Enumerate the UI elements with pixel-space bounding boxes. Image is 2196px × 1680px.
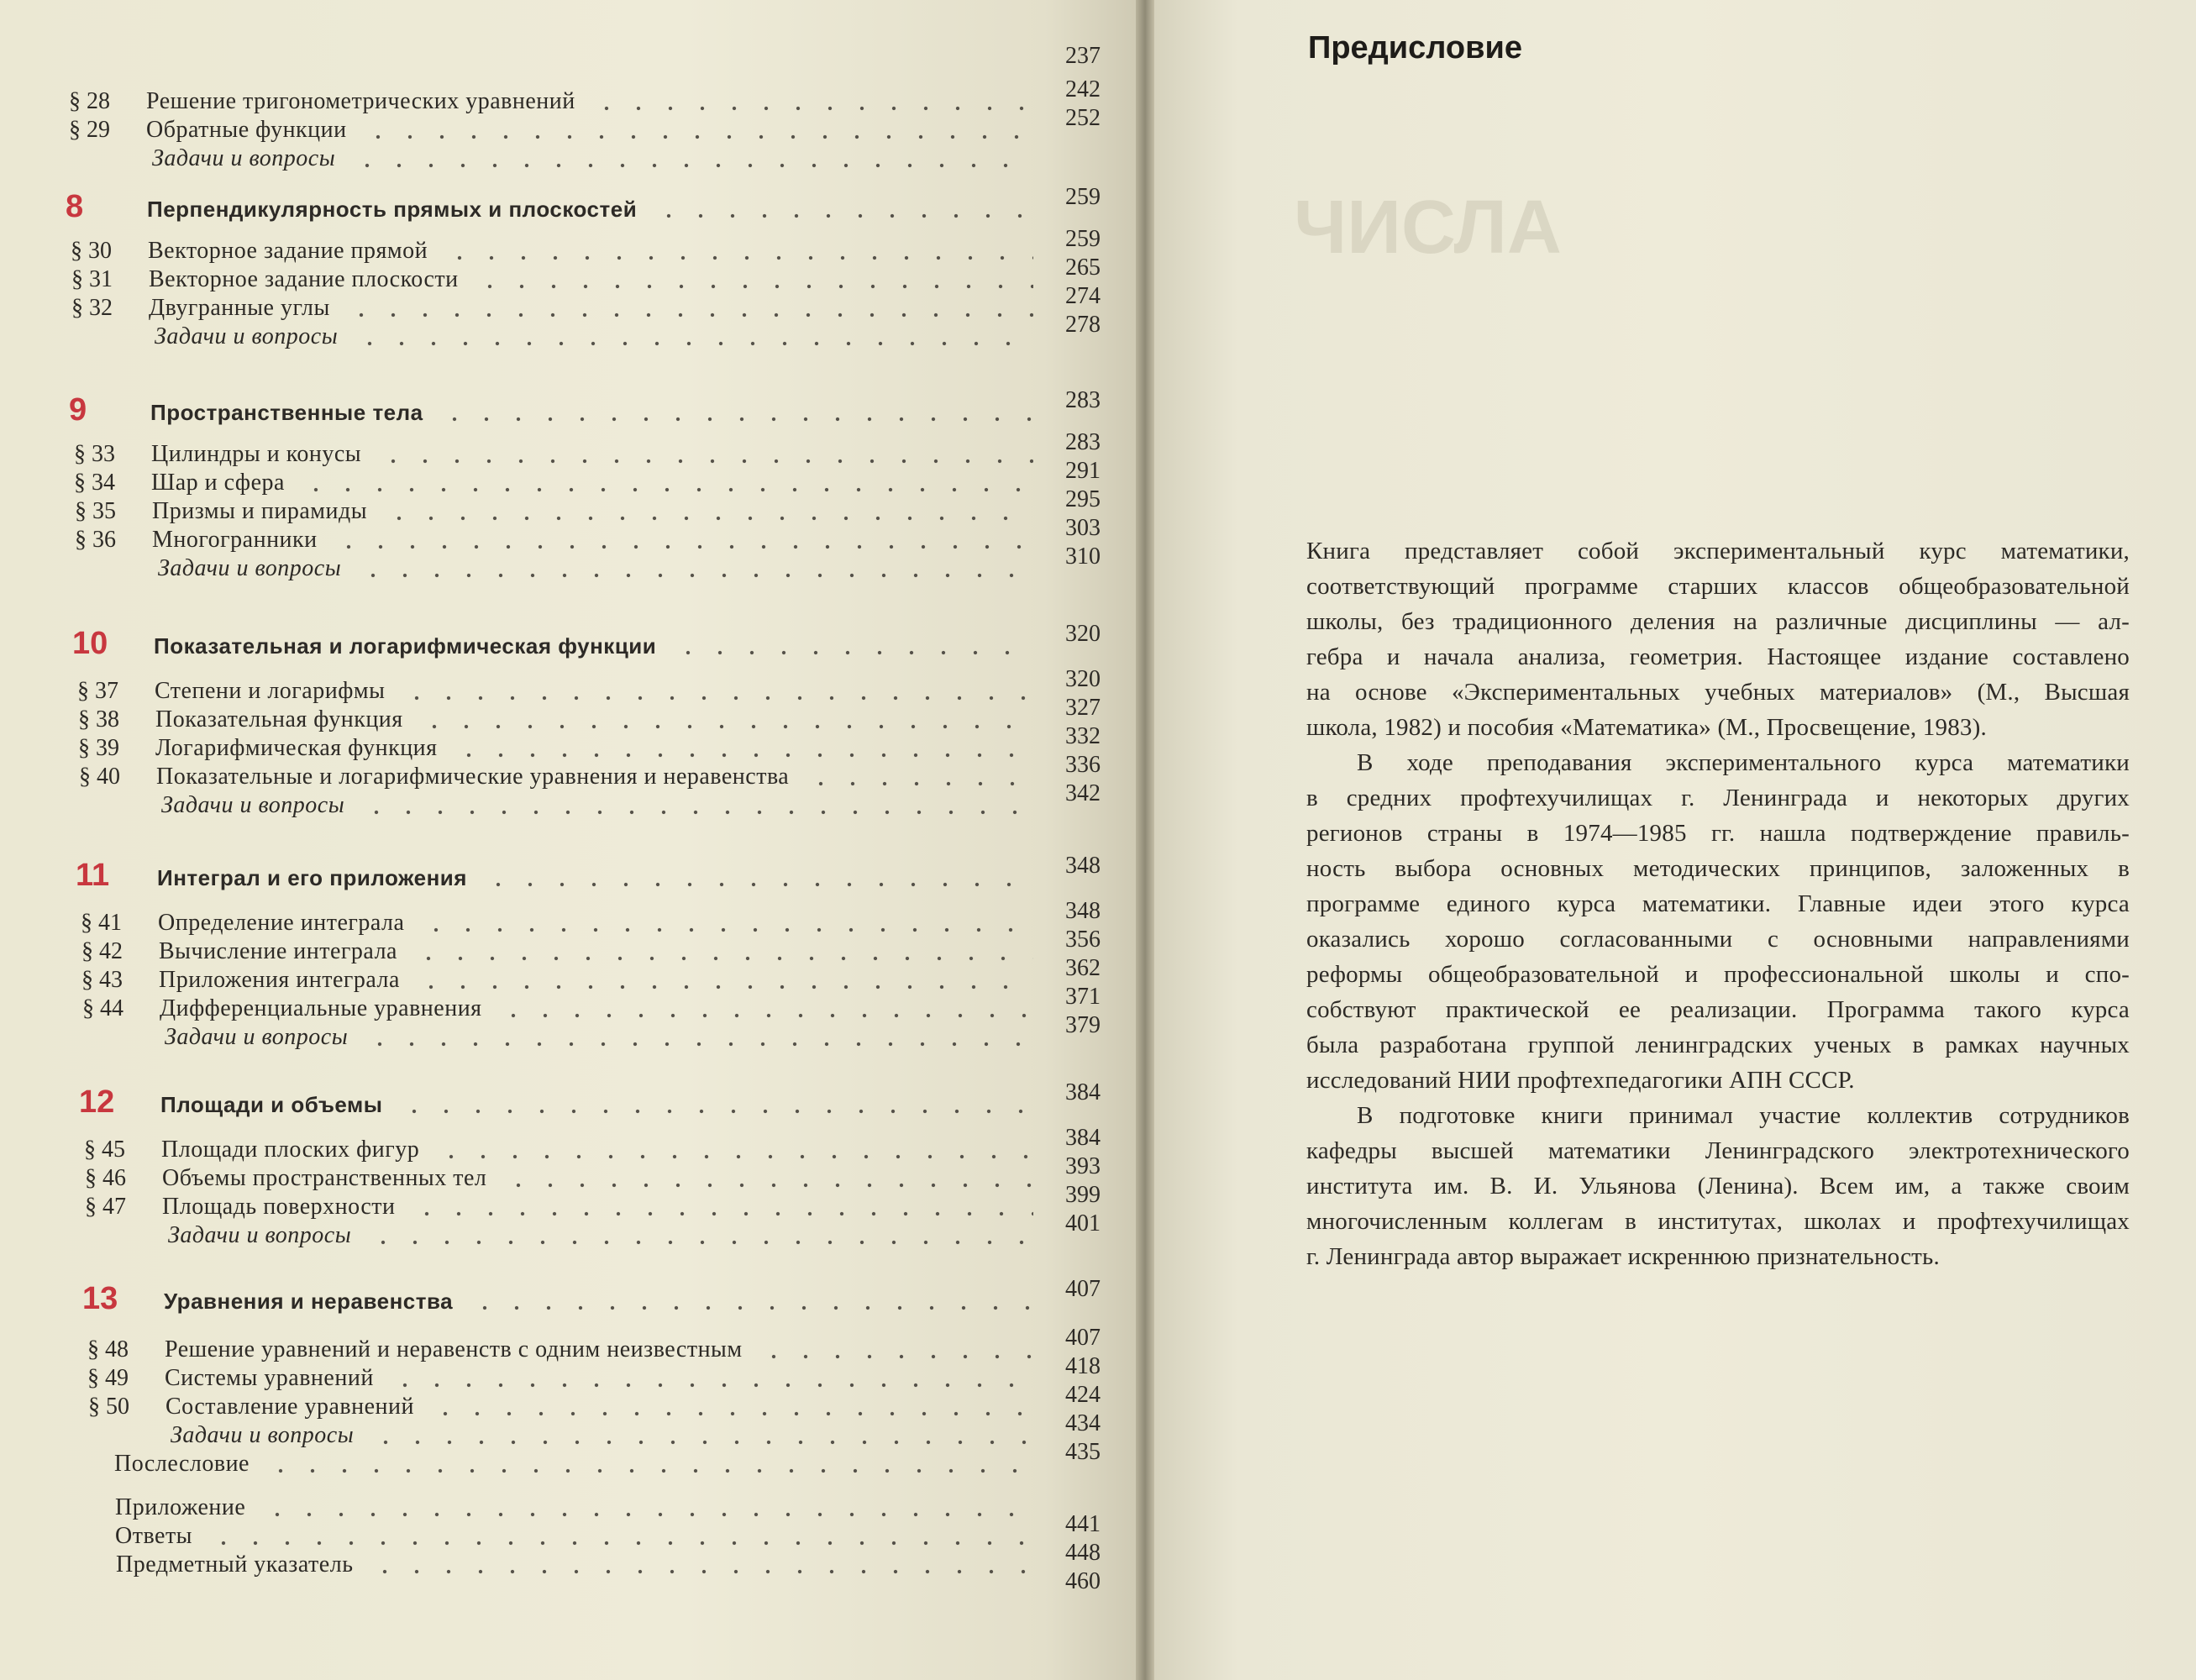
chapter-number: 8 bbox=[66, 189, 84, 224]
toc-row bbox=[0, 1125, 1136, 1164]
toc-entry-title: Составление уравнений bbox=[165, 1394, 414, 1420]
page-number: 283 bbox=[1065, 387, 1101, 413]
preface-line: была разработана группой ленинградских ученых в рамках научных bbox=[1306, 1032, 2130, 1058]
chapter-number: 12 bbox=[79, 1084, 115, 1120]
toc-row bbox=[0, 76, 1136, 116]
toc-tasks-row bbox=[0, 144, 1136, 173]
toc-tasks-row bbox=[0, 780, 1136, 820]
page-number: 424 bbox=[1065, 1382, 1101, 1408]
toc-entry-title: Задачи и вопросы bbox=[171, 1422, 355, 1448]
page-number: 435 bbox=[1065, 1439, 1101, 1465]
toc-chapter-row bbox=[0, 621, 1136, 661]
toc-chapter-row bbox=[0, 1276, 1136, 1316]
chapter-title: Показательная и логарифмическая функции bbox=[154, 633, 657, 659]
page-number: 242 bbox=[1065, 76, 1101, 102]
leader-dots bbox=[482, 864, 1033, 892]
page-number: 342 bbox=[1065, 780, 1101, 806]
section-number: § 46 bbox=[85, 1165, 126, 1191]
section-number: § 36 bbox=[75, 527, 116, 553]
toc-entry-title: Предметный указатель bbox=[116, 1551, 354, 1578]
page-number: 384 bbox=[1065, 1079, 1101, 1105]
page-number: 448 bbox=[1065, 1540, 1101, 1566]
page-number: 278 bbox=[1065, 312, 1101, 338]
toc-row bbox=[0, 1382, 1136, 1421]
section-number: § 33 bbox=[74, 441, 115, 467]
toc-entry-title: Приложения интеграла bbox=[159, 967, 400, 993]
toc-row bbox=[0, 1511, 1136, 1551]
section-number: § 37 bbox=[77, 678, 118, 704]
leader-dots bbox=[369, 1551, 1033, 1579]
leader-dots bbox=[439, 398, 1033, 427]
toc-row bbox=[0, 898, 1136, 937]
page-number: 283 bbox=[1065, 429, 1101, 455]
page-number: 460 bbox=[1065, 1568, 1101, 1594]
page-number: 336 bbox=[1065, 752, 1101, 778]
section-number: § 50 bbox=[88, 1394, 129, 1420]
section-number: § 35 bbox=[75, 498, 116, 524]
toc-row bbox=[0, 429, 1136, 469]
toc-entry-title: Вычисление интеграла bbox=[159, 938, 397, 964]
toc-row bbox=[0, 984, 1136, 1023]
toc-entry-title: Степени и логарифмы bbox=[155, 678, 386, 704]
leader-dots bbox=[333, 526, 1033, 554]
leader-dots bbox=[377, 440, 1033, 469]
toc-entry-title: Площадь поверхности bbox=[162, 1194, 396, 1220]
preface-line: г. Ленинграда автор выражает искреннюю признательность. bbox=[1306, 1243, 1940, 1270]
toc-row bbox=[0, 752, 1136, 791]
chapter-title: Перпендикулярность прямых и плоскостей bbox=[147, 197, 638, 222]
leader-dots bbox=[370, 1421, 1033, 1450]
section-number: § 42 bbox=[81, 938, 123, 964]
toc-row bbox=[0, 515, 1136, 554]
section-number: § 44 bbox=[82, 995, 123, 1021]
toc-entry-title: Ответы bbox=[115, 1523, 192, 1549]
toc-chapter-row bbox=[0, 184, 1136, 224]
leader-dots bbox=[418, 706, 1033, 734]
preface-line: Книга представляет собой экспериментальный курс математики, bbox=[1306, 538, 2130, 564]
toc-entry-title: Векторное задание плоскости bbox=[149, 266, 459, 292]
preface-line: В ходе преподавания экспериментального курса математики bbox=[1357, 749, 2130, 776]
toc-row bbox=[0, 486, 1136, 526]
leader-dots bbox=[411, 1193, 1033, 1221]
page-number: 259 bbox=[1065, 226, 1101, 252]
section-number: § 29 bbox=[69, 117, 110, 143]
leader-dots bbox=[497, 995, 1033, 1023]
page-number: 393 bbox=[1065, 1153, 1101, 1179]
toc-row bbox=[0, 43, 1136, 82]
page-number: 407 bbox=[1065, 1276, 1101, 1302]
page-number: 401 bbox=[1065, 1210, 1101, 1236]
page-number: 303 bbox=[1065, 515, 1101, 541]
toc-row bbox=[0, 1353, 1136, 1393]
preface-line: собствуют практической ее реализации. Программа такого курса bbox=[1306, 996, 2130, 1023]
page-number: 434 bbox=[1065, 1410, 1101, 1436]
preface-line: исследований НИИ профтехпедагогики АПН СССР. bbox=[1306, 1067, 1855, 1094]
page-number: 295 bbox=[1065, 486, 1101, 512]
show-through-text: ЧИСЛА bbox=[1294, 186, 1562, 270]
toc-chapter-row bbox=[0, 387, 1136, 428]
leader-dots bbox=[672, 632, 1033, 660]
chapter-number: 9 bbox=[69, 392, 87, 428]
toc-entry-title: Логарифмическая функция bbox=[155, 735, 438, 761]
chapter-number: 13 bbox=[82, 1281, 118, 1316]
toc-row bbox=[0, 723, 1136, 763]
toc-row bbox=[0, 1182, 1136, 1221]
leader-dots bbox=[502, 1164, 1033, 1193]
preface-body bbox=[1306, 533, 2130, 1274]
section-number: § 30 bbox=[71, 238, 112, 264]
section-number: § 32 bbox=[71, 295, 113, 321]
leader-dots bbox=[367, 1221, 1033, 1250]
preface-line: В подготовке книги принимал участие коллектив сотрудников bbox=[1357, 1102, 2130, 1129]
page-number: 371 bbox=[1065, 984, 1101, 1010]
section-number: § 49 bbox=[87, 1365, 129, 1391]
toc-row bbox=[0, 255, 1136, 294]
leader-dots bbox=[591, 87, 1033, 116]
page-number: 407 bbox=[1065, 1325, 1101, 1351]
toc-tasks-row bbox=[0, 1210, 1136, 1250]
toc-chapter-row bbox=[0, 1079, 1136, 1120]
leader-dots bbox=[265, 1450, 1033, 1478]
page-number: 291 bbox=[1065, 458, 1101, 484]
preface-line: в средних профтехучилищах г. Ленинграда и некоторых других bbox=[1306, 785, 2130, 811]
preface-line: института им. В. И. Ульянова (Ленина). Всем им, а также своим bbox=[1306, 1173, 2130, 1200]
leader-dots bbox=[362, 116, 1033, 144]
leader-dots bbox=[653, 195, 1033, 223]
page-number: 332 bbox=[1065, 723, 1101, 749]
page-number: 384 bbox=[1065, 1125, 1101, 1151]
page-number: 320 bbox=[1065, 621, 1101, 647]
section-number: § 38 bbox=[78, 706, 119, 732]
toc-entry-title: Векторное задание прямой bbox=[148, 238, 428, 264]
toc-chapter-row bbox=[0, 853, 1136, 893]
toc-tasks-row bbox=[0, 312, 1136, 351]
toc-row bbox=[0, 955, 1136, 995]
leader-dots bbox=[351, 144, 1033, 173]
page-number: 265 bbox=[1065, 255, 1101, 281]
page-number: 274 bbox=[1065, 283, 1101, 309]
toc-entry-title: Приложение bbox=[115, 1494, 246, 1520]
toc-row bbox=[0, 226, 1136, 265]
chapter-title: Интеграл и его приложения bbox=[157, 865, 467, 890]
preface-line: на основе «Экспериментальных учебных материалов» (М., Высшая bbox=[1306, 679, 2130, 706]
page-number: 399 bbox=[1065, 1182, 1101, 1208]
section-number: § 43 bbox=[81, 967, 123, 993]
preface-title: Предисловие bbox=[1308, 30, 1522, 66]
leader-dots bbox=[758, 1336, 1033, 1364]
chapter-title: Площади и объемы bbox=[160, 1092, 383, 1117]
toc-entry-title: Задачи и вопросы bbox=[155, 323, 339, 349]
toc-entry-title: Системы уравнений bbox=[165, 1365, 374, 1391]
leader-dots bbox=[444, 237, 1033, 265]
toc-row bbox=[0, 283, 1136, 323]
page-number: 348 bbox=[1065, 853, 1101, 879]
leader-dots bbox=[412, 937, 1033, 966]
chapter-number: 11 bbox=[76, 858, 110, 893]
toc-row bbox=[0, 458, 1136, 497]
page-number: 320 bbox=[1065, 666, 1101, 692]
preface-line: школа, 1982) и пособия «Математика» (М., Просвещение, 1983). bbox=[1306, 714, 1987, 741]
toc-entry-title: Определение интеграла bbox=[158, 910, 405, 936]
section-number: § 31 bbox=[71, 266, 113, 292]
toc-row bbox=[0, 105, 1136, 144]
preface-line: школы, без традиционного деления на различные дисциплины — ал- bbox=[1306, 608, 2130, 635]
chapter-title: Уравнения и неравенства bbox=[164, 1289, 454, 1314]
leader-dots bbox=[360, 791, 1033, 820]
leader-dots bbox=[420, 909, 1033, 937]
leader-dots bbox=[208, 1522, 1033, 1551]
leader-dots bbox=[364, 1023, 1033, 1052]
toc-entry-title: Показательная функция bbox=[155, 706, 403, 732]
page-number: 379 bbox=[1065, 1012, 1101, 1038]
toc-tasks-row bbox=[0, 1012, 1136, 1052]
page-number: 418 bbox=[1065, 1353, 1101, 1379]
section-number: § 39 bbox=[78, 735, 119, 761]
preface-line: оказались хорошо согласованными с основными направлениями bbox=[1306, 926, 2130, 953]
section-number: § 47 bbox=[85, 1194, 126, 1220]
leader-dots bbox=[453, 734, 1033, 763]
toc-tasks-row bbox=[0, 1410, 1136, 1450]
leader-dots bbox=[401, 677, 1033, 706]
toc-entry-title: Объемы пространственных тел bbox=[162, 1165, 487, 1191]
section-number: § 48 bbox=[87, 1336, 129, 1362]
leader-dots bbox=[354, 323, 1033, 351]
leader-dots bbox=[429, 1393, 1033, 1421]
leader-dots bbox=[383, 497, 1033, 526]
section-number: § 45 bbox=[84, 1137, 125, 1163]
page-number: 310 bbox=[1065, 543, 1101, 570]
chapter-title: Пространственные тела bbox=[150, 400, 423, 425]
toc-row bbox=[0, 1439, 1136, 1478]
preface-line: ность выбора основных методических принципов, заложенных в bbox=[1306, 855, 2130, 882]
toc-row bbox=[0, 1325, 1136, 1364]
toc-entry-title: Задачи и вопросы bbox=[158, 555, 342, 581]
section-number: § 34 bbox=[74, 470, 115, 496]
section-number: § 40 bbox=[79, 764, 120, 790]
preface-line: регионов страны в 1974—1985 гг. нашла подтверждение правиль- bbox=[1306, 820, 2130, 847]
toc-entry-title: Дифференциальные уравнения bbox=[160, 995, 482, 1021]
leader-dots bbox=[389, 1364, 1033, 1393]
leader-dots bbox=[435, 1136, 1033, 1164]
page-number: 327 bbox=[1065, 695, 1101, 721]
page-number: 259 bbox=[1065, 184, 1101, 210]
toc-tasks-row bbox=[0, 543, 1136, 583]
page-number: 348 bbox=[1065, 898, 1101, 924]
toc-entry-title: Послесловие bbox=[114, 1451, 250, 1477]
section-number: § 28 bbox=[69, 88, 110, 114]
preface-line: кафедры высшей математики Ленинградского электротехнического bbox=[1306, 1137, 2130, 1164]
leader-dots bbox=[261, 1494, 1033, 1522]
toc-row bbox=[0, 1153, 1136, 1193]
toc-entry-title: Призмы и пирамиды bbox=[152, 498, 368, 524]
toc-row bbox=[0, 1494, 1136, 1522]
toc-entry-title: Задачи и вопросы bbox=[165, 1024, 349, 1050]
section-number: § 41 bbox=[81, 910, 122, 936]
leader-dots bbox=[474, 265, 1033, 294]
leader-dots bbox=[415, 966, 1033, 995]
page-number: 252 bbox=[1065, 105, 1101, 131]
toc-entry-title: Задачи и вопросы bbox=[152, 145, 336, 171]
leader-dots bbox=[345, 294, 1033, 323]
toc-entry-title: Многогранники bbox=[152, 527, 318, 553]
toc-entry-title: Показательные и логарифмические уравнения и неравенства bbox=[156, 764, 790, 790]
page-number: 356 bbox=[1065, 927, 1101, 953]
leader-dots bbox=[805, 763, 1033, 791]
toc-row bbox=[0, 1568, 1136, 1608]
toc-entry-title: Решение уравнений и неравенств с одним неизвестным bbox=[165, 1336, 743, 1362]
leader-dots bbox=[357, 554, 1033, 583]
page-number: 441 bbox=[1065, 1511, 1101, 1537]
toc-entry-title: Цилиндры и конусы bbox=[151, 441, 362, 467]
toc-row bbox=[0, 666, 1136, 706]
preface-line: соответствующий программе старших классов общеобразовательной bbox=[1306, 573, 2130, 600]
preface-line: гебра и начала анализа, геометрия. Настоящее издание составлено bbox=[1306, 643, 2130, 670]
page-number: 362 bbox=[1065, 955, 1101, 981]
preface-line: многочисленным коллегам в институтах, школах и профтехучилищах bbox=[1306, 1208, 2130, 1235]
preface-line: реформы общеобразовательной и профессиональной школы и спо- bbox=[1306, 961, 2130, 988]
leader-dots bbox=[300, 469, 1033, 497]
chapter-number: 10 bbox=[72, 626, 108, 661]
toc-entry-title: Обратные функции bbox=[146, 117, 347, 143]
toc-row bbox=[0, 927, 1136, 966]
book-gutter bbox=[1136, 0, 1154, 1680]
toc-row bbox=[0, 695, 1136, 734]
page-number: 237 bbox=[1065, 43, 1101, 69]
preface-line: программе единого курса математики. Главные идеи этого курса bbox=[1306, 890, 2130, 917]
toc-entry-title: Двугранные углы bbox=[149, 295, 330, 321]
toc-entry-title: Решение тригонометрических уравнений bbox=[146, 88, 575, 114]
leader-dots bbox=[469, 1287, 1033, 1315]
leader-dots bbox=[398, 1090, 1033, 1119]
toc-entry-title: Задачи и вопросы bbox=[168, 1222, 352, 1248]
toc-entry-title: Шар и сфера bbox=[151, 470, 285, 496]
toc-row bbox=[0, 1540, 1136, 1579]
toc-entry-title: Задачи и вопросы bbox=[161, 792, 345, 818]
toc-entry-title: Площади плоских фигур bbox=[161, 1137, 420, 1163]
